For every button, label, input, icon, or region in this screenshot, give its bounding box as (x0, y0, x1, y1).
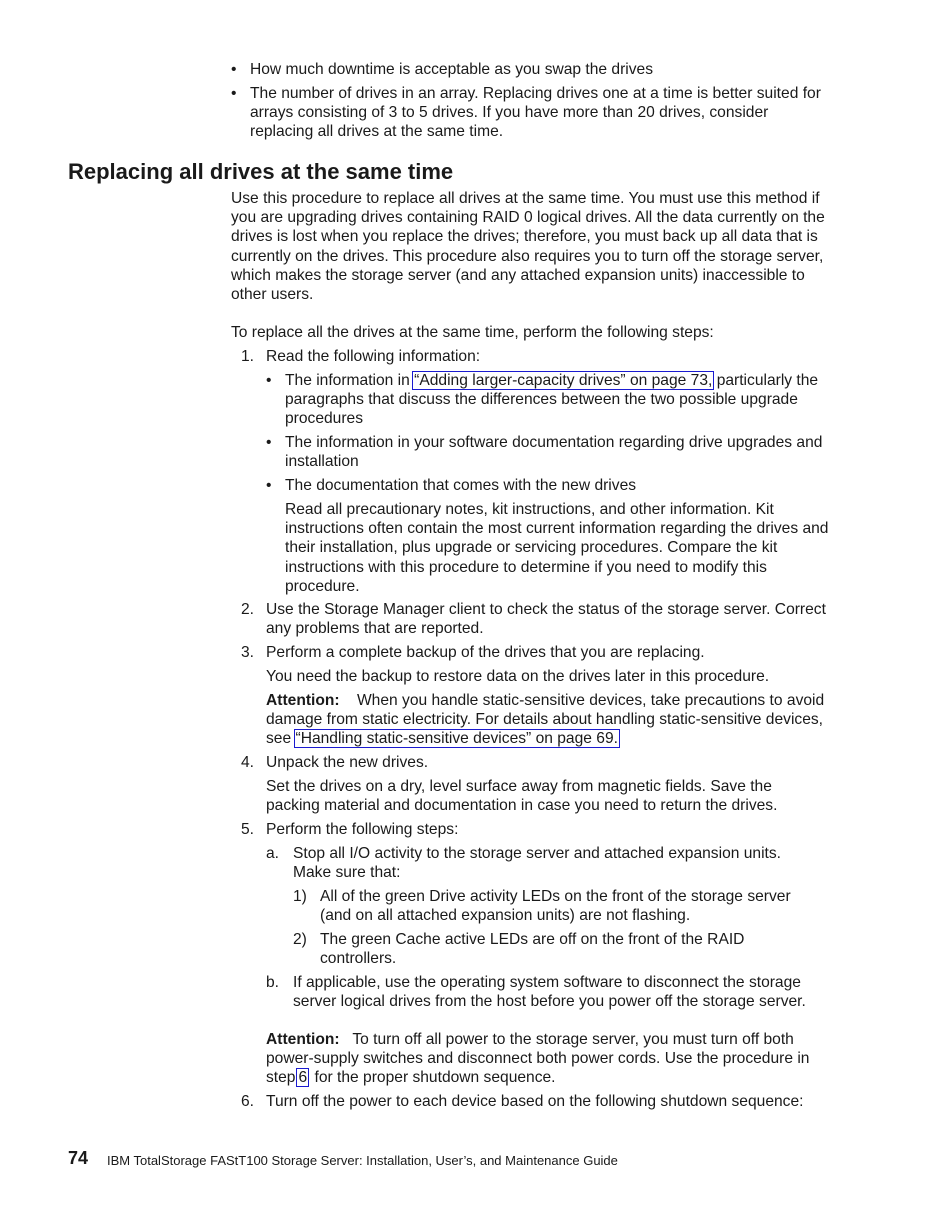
attention-note: Attention: When you handle static-sensitive devices, take precautions to avoid damage from static electricity. For details about handling static-sensitive devices, see “Handling static-sensitive devices” on page 69. (266, 692, 825, 748)
intro-paragraph: Use this procedure to replace all drives at the same time. You must use this method if you are upgrading drives containing RAID 0 logical drives. All the data currently on the drives is lost when you replace the drives; therefore, you must back up all data that is currently on the drives. This procedure also requires you to turn off the storage server, which makes the storage server (and any attached expansion units) inaccessible to other users. (231, 190, 825, 304)
step-text: Use the Storage Manager client to check the status of the storage server. Correct any problems that are reported. (266, 601, 826, 638)
step-text: Read the following information: (266, 348, 481, 365)
substep-label: b. (266, 974, 280, 991)
step-number: 6. (240, 1093, 254, 1110)
substep-text: Stop all I/O activity to the storage server and attached expansion units. Make sure that: (293, 845, 782, 882)
substep-label: 1) (293, 888, 307, 905)
bullet-item: • The information in “Adding larger-capacity drives” on page 73, particularly the paragraphs that discuss the differences between the two possible upgrade procedures (266, 371, 826, 429)
step-text: Perform a complete backup of the drives that you are replacing. (266, 644, 705, 661)
step-text: Turn off the power to each device based on the following shutdown sequence: (266, 1093, 804, 1110)
bullet-text: The information in “Adding larger-capacity drives” on page 73, particularly the paragraphs that discuss the differences between the two possible upgrade procedures (285, 372, 819, 428)
step-number: 3. (240, 644, 254, 661)
static-devices-link[interactable]: “Handling static-sensitive devices” on page 69. (295, 730, 618, 748)
steps-lead: To replace all the drives at the same time, perform the following steps: (231, 324, 714, 341)
bullet-text: The number of drives in an array. Replacing drives one at a time is better suited for arrays consisting of 3 to 5 drives. If you have more than 20 drives, consider replacing all drives at the same time. (250, 85, 821, 141)
attention-label: Attention: (266, 1031, 340, 1048)
bullet-item: • The number of drives in an array. Replacing drives one at a time is better suited for arrays consisting of 3 to 5 drives. If you have more than 20 drives, consider replacing all drives at the same time. (231, 84, 831, 142)
step-number: 1. (240, 348, 254, 365)
bullet-item: • The information in your software documentation regarding drive upgrades and installation (266, 433, 826, 471)
bullet-item: • How much downtime is acceptable as you swap the drives (231, 60, 831, 79)
bullet-item: • The documentation that comes with the new drives (266, 476, 826, 495)
step-number: 2. (240, 601, 254, 618)
step-paragraph: You need the backup to restore data on the drives later in this procedure. (266, 668, 770, 685)
attention-label: Attention: (266, 692, 340, 709)
step-paragraph: Set the drives on a dry, level surface away from magnetic fields. Save the packing material and documentation in case you need to return the drives. (266, 778, 778, 815)
substep-text: All of the green Drive activity LEDs on the front of the storage server (and on all attached expansion units) are not flashing. (320, 888, 791, 925)
step-text: Perform the following steps: (266, 821, 459, 838)
bullet-text: The documentation that comes with the new drives (285, 477, 637, 494)
step-6-link[interactable]: 6 (298, 1069, 308, 1087)
substep-text: If applicable, use the operating system software to disconnect the storage server logical drives from the host before you power off the storage server. (293, 974, 806, 1011)
substep-text: The green Cache active LEDs are off on the front of the RAID controllers. (320, 931, 745, 968)
substep-label: a. (266, 845, 280, 862)
step-text: Unpack the new drives. (266, 754, 429, 771)
kit-paragraph: Read all precautionary notes, kit instructions, and other information. Kit instructions often contain the most current information regarding the drives and their installation, plus upgrade or servicing procedures. Compare the kit instructions with this procedure to determine if you need to modify this procedure. (285, 501, 829, 595)
substep-label: 2) (293, 931, 307, 948)
attention-note: Attention: To turn off all power to the storage server, you must turn off both power-supply switches and disconnect both power cords. Use the procedure in step 6 for the proper shutdown sequence. (266, 1031, 810, 1087)
page-number: 74 (68, 1148, 89, 1168)
footer-title: IBM TotalStorage FAStT100 Storage Server: Installation, User’s, and Maintenance Guide (107, 1153, 618, 1168)
adding-drives-link[interactable]: “Adding larger-capacity drives” on page 73, (414, 372, 713, 389)
step-number: 5. (240, 821, 254, 838)
bullet-text: The information in your software documentation regarding drive upgrades and installation (285, 434, 823, 471)
step-number: 4. (240, 754, 254, 771)
section-heading: Replacing all drives at the same time (68, 159, 454, 184)
bullet-text: How much downtime is acceptable as you swap the drives (250, 61, 654, 78)
